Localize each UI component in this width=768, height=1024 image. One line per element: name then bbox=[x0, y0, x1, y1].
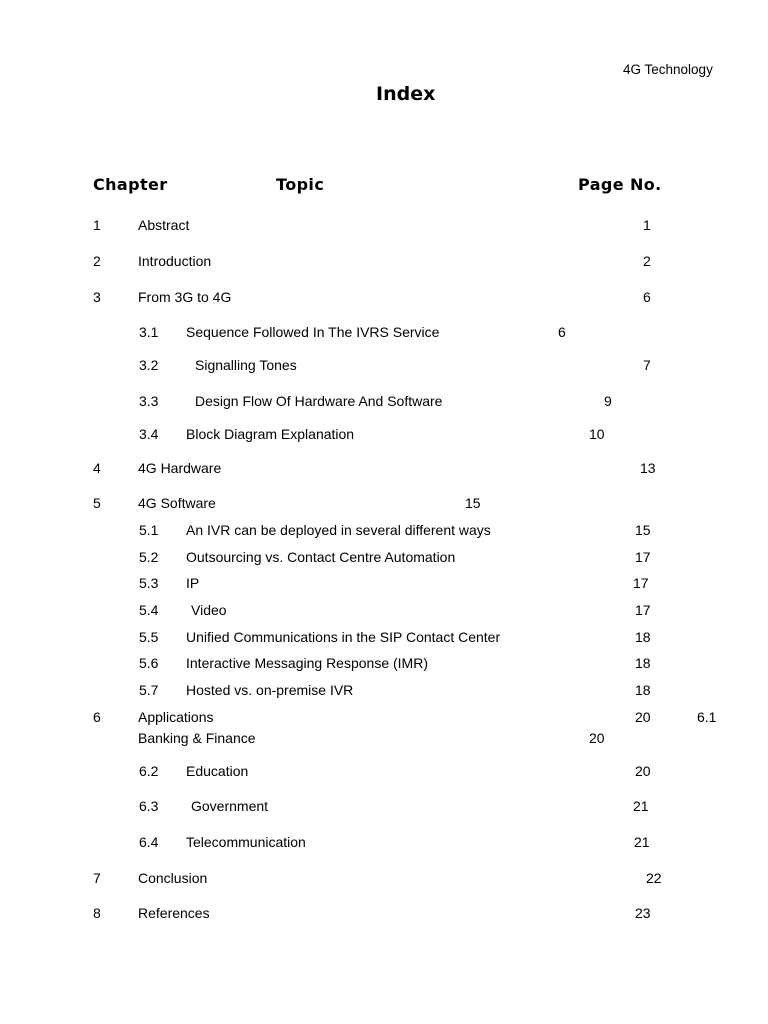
toc-entry-topic: Telecommunication bbox=[186, 834, 306, 850]
toc-entry-number: 5.1 bbox=[139, 522, 159, 538]
column-header-page: Page No. bbox=[578, 175, 662, 194]
toc-entry-page: 21 bbox=[634, 834, 650, 850]
toc-entry-number: 5.2 bbox=[139, 549, 159, 565]
toc-entry-number: 6.1 bbox=[697, 709, 717, 725]
toc-entry-number: 1 bbox=[93, 217, 101, 233]
toc-entry-topic: Banking & Finance bbox=[138, 730, 256, 746]
toc-entry-number: 6.4 bbox=[139, 834, 159, 850]
toc-entry-page: 18 bbox=[635, 655, 651, 671]
toc-entry-topic: Conclusion bbox=[138, 870, 208, 886]
toc-entry-topic: 4G Software bbox=[138, 495, 216, 511]
toc-entry-topic: Signalling Tones bbox=[195, 357, 297, 373]
toc-entry-topic: Video bbox=[191, 602, 227, 618]
toc-entry-number: 5.3 bbox=[139, 575, 159, 591]
toc-entry-number: 3.1 bbox=[139, 324, 159, 340]
toc-entry-topic: Block Diagram Explanation bbox=[186, 426, 355, 442]
toc-entry-number: 5.4 bbox=[139, 602, 159, 618]
toc-entry-number: 2 bbox=[93, 253, 101, 269]
toc-entry-page: 23 bbox=[635, 905, 651, 921]
running-header: 4G Technology bbox=[623, 62, 713, 77]
toc-entry-topic: From 3G to 4G bbox=[138, 289, 232, 305]
toc-entry-number: 6 bbox=[93, 709, 101, 725]
toc-entry-page: 17 bbox=[633, 575, 649, 591]
toc-entry-topic: Design Flow Of Hardware And Software bbox=[195, 393, 443, 409]
toc-entry-topic: Introduction bbox=[138, 253, 212, 269]
toc-entry-page: 20 bbox=[635, 763, 651, 779]
toc-entry-topic: Unified Communications in the SIP Contact Center bbox=[186, 629, 501, 645]
toc-entry-page: 22 bbox=[646, 870, 662, 886]
toc-entry-number: 4 bbox=[93, 460, 101, 476]
toc-entry-page: 2 bbox=[643, 253, 651, 269]
toc-entry-number: 3.4 bbox=[139, 426, 159, 442]
toc-entry-number: 8 bbox=[93, 905, 101, 921]
toc-entry-number: 5.5 bbox=[139, 629, 159, 645]
toc-entry-topic: Interactive Messaging Response (IMR) bbox=[186, 655, 428, 671]
toc-entry-page: 15 bbox=[635, 522, 651, 538]
page-title: Index bbox=[376, 83, 436, 105]
toc-entry-topic: Government bbox=[191, 798, 269, 814]
toc-entry-page: 6 bbox=[558, 324, 566, 340]
toc-entry-number: 6.2 bbox=[139, 763, 159, 779]
toc-entry-number: 6.3 bbox=[139, 798, 159, 814]
toc-entry-page: 1 bbox=[643, 217, 651, 233]
toc-entry-topic: IP bbox=[186, 575, 200, 591]
toc-entry-number: 5.7 bbox=[139, 682, 159, 698]
toc-entry-topic: References bbox=[138, 905, 210, 921]
toc-entry-number: 5.6 bbox=[139, 655, 159, 671]
toc-entry-topic: Abstract bbox=[138, 217, 190, 233]
toc-entry-page: 7 bbox=[643, 357, 651, 373]
toc-entry-topic: An IVR can be deployed in several different ways bbox=[186, 522, 491, 538]
toc-entry-page: 20 bbox=[589, 730, 605, 746]
column-header-topic: Topic bbox=[276, 175, 325, 194]
toc-entry-page: 17 bbox=[635, 602, 651, 618]
column-header-chapter: Chapter bbox=[93, 175, 168, 194]
toc-entry-page: 9 bbox=[604, 393, 612, 409]
toc-entry-page: 17 bbox=[635, 549, 651, 565]
toc-entry-page: 18 bbox=[635, 682, 651, 698]
toc-entry-topic: Outsourcing vs. Contact Centre Automation bbox=[186, 549, 456, 565]
toc-entry-number: 3.2 bbox=[139, 357, 159, 373]
toc-entry-topic: Education bbox=[186, 763, 249, 779]
toc-entry-page: 21 bbox=[633, 798, 649, 814]
toc-entry-page: 6 bbox=[643, 289, 651, 305]
toc-entry-number: 7 bbox=[93, 870, 101, 886]
toc-entry-number: 5 bbox=[93, 495, 101, 511]
toc-entry-topic: Applications bbox=[138, 709, 214, 725]
toc-entry-page: 15 bbox=[465, 495, 481, 511]
toc-entry-number: 3 bbox=[93, 289, 101, 305]
toc-entry-page: 13 bbox=[640, 460, 656, 476]
toc-entry-page: 10 bbox=[589, 426, 605, 442]
toc-entry-topic: Hosted vs. on-premise IVR bbox=[186, 682, 354, 698]
toc-entry-number: 3.3 bbox=[139, 393, 159, 409]
toc-entry-page: 18 bbox=[635, 629, 651, 645]
toc-entry-topic: 4G Hardware bbox=[138, 460, 222, 476]
toc-entry-page: 20 bbox=[635, 709, 651, 725]
toc-entry-topic: Sequence Followed In The IVRS Service bbox=[186, 324, 440, 340]
